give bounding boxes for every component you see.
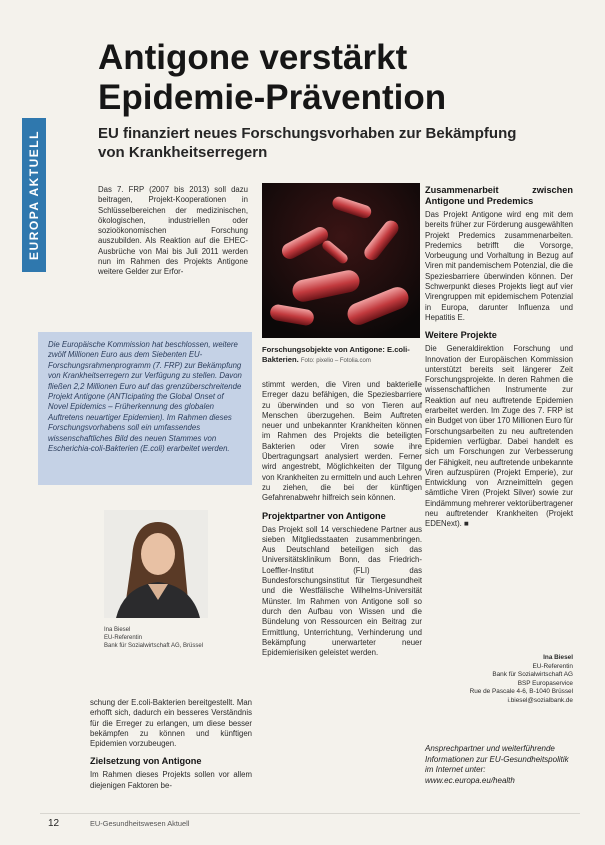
- footer-text: EU-Gesundheitswesen Aktuell: [90, 819, 190, 828]
- page-subtitle: EU finanziert neues Forschungsvorhaben zur Bekämpfung von Krankheitserregern: [98, 125, 517, 161]
- column-c-text-1: Das Projekt Antigone wird eng mit dem bereits früher zur Förderung ausgewählten Projekt Predemics zusammenarbeiten. Predemics betrifft die Vorsorge, Vorbeugung und Vorhaltung in Bezug auf Viren mit pandemischem Potenzial, die die Speziesbarriere überwinden können. Der Schwerpunkt dieses Projekts liegt auf vier Virengruppen mit epidemischem Potenzial in Europa, darunter Influenza und Hepatitis E.: [425, 210, 573, 322]
- column-a-heading: Zielsetzung von Antigone: [90, 756, 202, 767]
- person-role: EU-Referentin: [104, 635, 143, 641]
- author-name: Ina Biesel: [543, 654, 573, 661]
- callout-box: [38, 332, 252, 485]
- intro-column: [98, 185, 248, 278]
- bacteria-image: [262, 183, 420, 338]
- person-name: Ina Biesel: [104, 627, 131, 633]
- author-org: Bank für Sozialwirtschaft AG: [492, 671, 573, 679]
- callout-text: Die Europäische Kommission hat beschlossen, weitere zwölf Millionen Euro aus dem Siebenten EU-Forschungsrahmenprogramm (7. FRP) zur Bekämpfung von Krankheitserregern zur Verfügung zu stellen. Davon fließen 2,2 Millionen Euro auf das grenzüberschreitende Projekt Antigone (ANTIcipating the Global Onset of Novel Epidemics – Früherkennung des globalen Auftretens neuartiger Epidemien). Im Rahmen dieses Forschungsvorhabens soll ein umfassendes wissenschaftliches Bild des neuen Stammes von Escherichia-coli-Bakterien (E.coli) erarbeitet werden.: [48, 340, 242, 454]
- column-b-text-2: Das Projekt soll 14 verschiedene Partner aus sieben Mitgliedsstaaten zusammenbringen. Aus Deutschland beteiligen sich das Universitätsklinikum Bonn, das Friedrich-Loeffler-Institut (FLI) das Bundesforschungsinstitut für Tiergesundheit und die Westfälische Wilhelms-Universität Münster. Im Rahmen von Antigone soll so durch den Aufbau von Wissen und die Bündelung von Ressourcen ein Beitrag zur Ermittlung, Unterrichtung, Verhinderung und Bekämpfung unerwarteter neuer Epidemierisiken geleistet werden.: [262, 524, 422, 658]
- bacteria-illustration: [262, 183, 420, 338]
- column-a-text-2: Im Rahmen dieses Projekts sollen vor allem diejenigen Faktoren be-: [90, 770, 252, 790]
- author-role: EU-Referentin: [532, 662, 573, 670]
- author-email[interactable]: i.biesel@sozialbank.de: [507, 696, 573, 704]
- links-text: Ansprechpartner und weiterführende Informationen zur EU-Gesundheitspolitik im Internet unter:: [425, 744, 569, 774]
- column-c: [425, 185, 573, 530]
- author-caption: [104, 626, 214, 650]
- author-signature: [425, 654, 573, 706]
- figure-caption-text: Forschungsobjekte von Antigone: E.coli-Bakterien.: [262, 345, 410, 364]
- author-photo: [104, 510, 208, 618]
- column-a-text-1: schung der E.coli-Bakterien bereitgestellt. Man erhofft sich, dadurch ein besseres Verständnis für die Erreger zu erlangen, um diese besser bekämpfen zu können und künftigen Epidemien vorzubeugen.: [90, 698, 252, 749]
- figure-caption: [262, 345, 432, 366]
- column-b: [262, 380, 422, 658]
- page-number: 12: [48, 818, 60, 829]
- section-sidebar: [22, 118, 46, 272]
- column-a: [90, 698, 252, 791]
- person-org: Bank für Sozialwirtschaft AG, Brüssel: [104, 643, 204, 649]
- links-box: [425, 744, 575, 786]
- figure-credit: Foto: pixelio – Fotolia.com: [300, 358, 371, 364]
- column-c-heading-2: Weitere Projekte: [425, 330, 497, 341]
- author-address: Rue de Pascale 4-6, B-1040 Brüssel: [469, 688, 573, 696]
- links-url[interactable]: www.ec.europa.eu/health: [425, 775, 515, 785]
- intro-text: Das 7. FRP (2007 bis 2013) soll dazu beitragen, Projekt-Kooperationen in Schlüsselbereichen der medizinischen, ökologischen, industriellen oder sozioökonomischen Forschung auszubilden. Als Reaktion auf die EHEC-Ausbrüche von Mai bis Juli 2011 werden nun im Rahmen des Projekts Antigone weitere Gelder zur Erfor-: [98, 185, 248, 277]
- column-b-text-1: stimmt werden, die Viren und bakterielle Erreger dazu befähigen, die Speziesbarriere zu überwinden und so von Tieren auf Menschen überzugehen. Beim Auftreten neuer und unbekannter Krankheiten können im Rahmen des Projekts die beteiligten Bakterien oder Viren sowie ihre Übertragungsart analysiert werden. Ferner wird angestrebt, Möglichkeiten der Tilgung von Krankheiten zu ermitteln und auch Lehren zu ziehen, die bei der künftigen Gefahrenabwehr hilfreich sein können.: [262, 380, 422, 503]
- section-label: EUROPA AKTUELL: [27, 130, 41, 260]
- footer-divider: [40, 813, 580, 814]
- portrait-image: [104, 510, 208, 618]
- column-c-text-2: Die Generaldirektion Forschung und Innovation der Europäischen Kommission unterstützt bereits seit längerer Zeit Forschungsprojekte. In deren Rahmen die wissenschaftlichen Instrumente zur Reaktion auf neu auftretende Epidemien erarbeitet werden. Im Zuge des 7. FRP ist ein Budget von über 170 Millionen Euro für Forschungsarbeiten zu neu auftretenden Epidemien verfügbar. Dabei handelt es sich um Forschungen zur Verbesserung der Fähigkeit, neu auftretende unbekannte Viren aufzuspüren (Projekt Emperie), zur Entwicklung von Arzneimitteln gegen sämtliche Viren (Projekt Silver) sowie zur Eindämmung mehrerer vektorübertragener neu auftretender Krankheiten (Projekt EDENext). ■: [425, 344, 573, 529]
- author-office: BSP Europaservice: [517, 679, 573, 687]
- column-b-heading: Projektpartner von Antigone: [262, 510, 386, 521]
- page-title: Antigone verstärkt Epidemie-Prävention: [98, 38, 447, 117]
- column-c-heading-1: Zusammenarbeit zwischen Antigone und Predemics: [425, 185, 573, 206]
